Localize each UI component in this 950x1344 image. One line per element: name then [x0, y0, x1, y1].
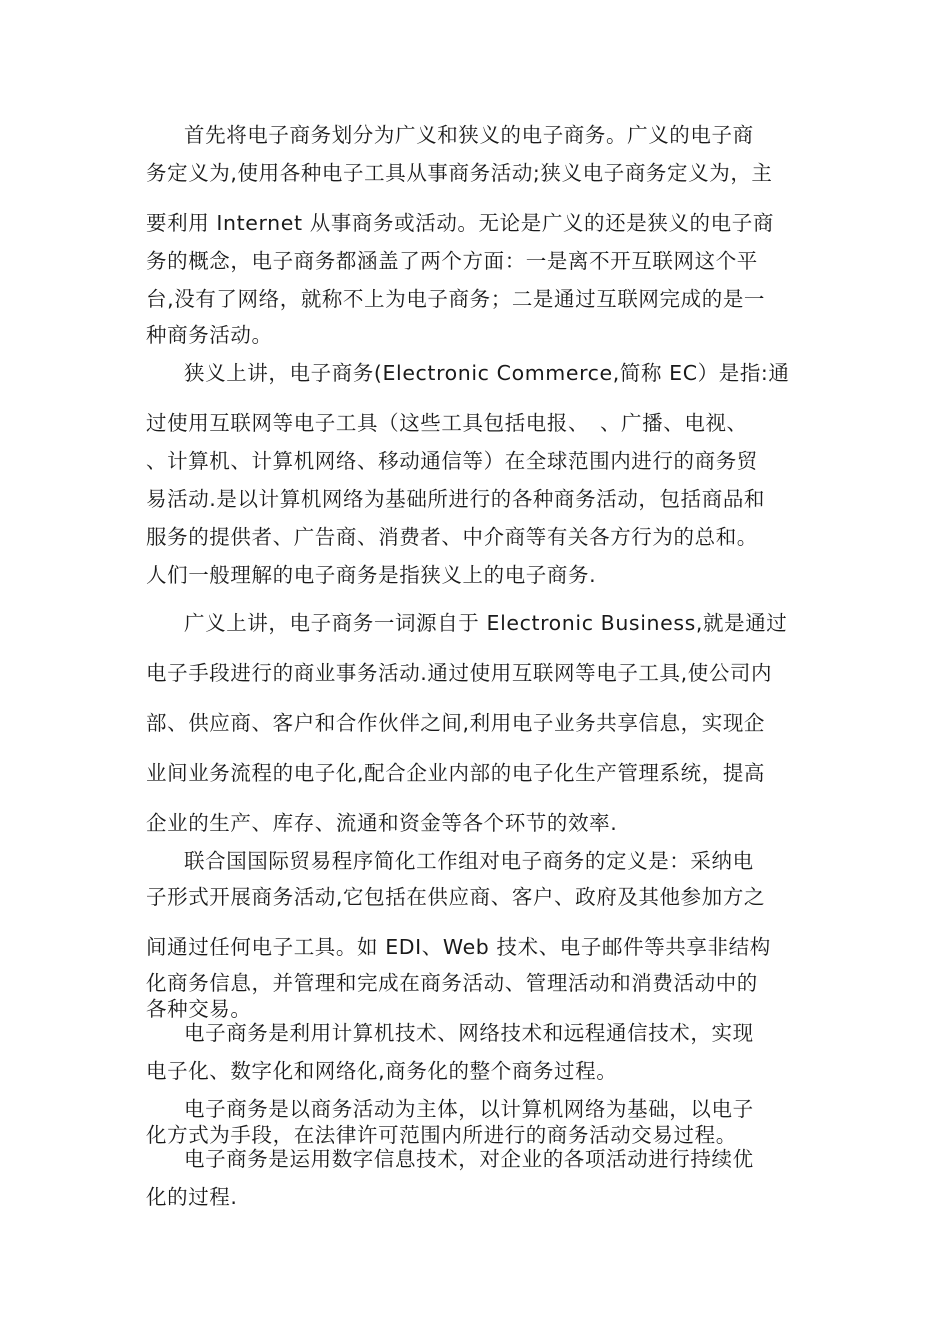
paragraph-line: 、计算机、计算机网络、移动通信等）在全球范围内进行的商务贸 — [146, 449, 758, 473]
paragraph-line: 人们一般理解的电子商务是指狭义上的电子商务. — [146, 563, 597, 587]
paragraph-line: 过使用互联网等电子工具（这些工具包括电报、 、广播、电视、 — [146, 411, 748, 435]
paragraph-line: 易活动.是以计算机网络为基础所进行的各种商务活动，包括商品和 — [146, 487, 766, 511]
paragraph-line: 子形式开展商务活动,它包括在供应商、客户、政府及其他参加方之 — [146, 885, 766, 909]
paragraph-line: 部、供应商、客户和合作伙伴之间,利用电子业务共享信息，实现企 — [146, 711, 766, 735]
paragraph-line: 务定义为,使用各种电子工具从事商务活动;狭义电子商务定义为，主 — [146, 161, 773, 185]
paragraph-line: 电子商务是以商务活动为主体，以计算机网络为基础，以电子 — [184, 1097, 754, 1121]
paragraph-line: 业间业务流程的电子化,配合企业内部的电子化生产管理系统，提高 — [146, 761, 766, 785]
paragraph-line: 服务的提供者、广告商、消费者、中介商等有关各方行为的总和。 — [146, 525, 758, 549]
paragraph-line: 电子商务是运用数字信息技术，对企业的各项活动进行持续优 — [184, 1147, 754, 1171]
paragraph-line: 化的过程. — [146, 1185, 238, 1209]
paragraph-line: 台,没有了网络，就称不上为电子商务；二是通过互联网完成的是一 — [146, 287, 766, 311]
paragraph-line: 化方式为手段，在法律许可范围内所进行的商务活动交易过程。 — [146, 1123, 737, 1147]
paragraph-line: 电子手段进行的商业事务活动.通过使用互联网等电子工具,使公司内 — [146, 661, 773, 685]
paragraph-line: 联合国国际贸易程序简化工作组对电子商务的定义是：采纳电 — [184, 849, 754, 873]
paragraph-line: 广义上讲，电子商务一词源自于 Electronic Business,就是通过 — [184, 611, 788, 635]
paragraph-line: 要利用 Internet 从事商务或活动。无论是广义的还是狭义的电子商 — [146, 211, 774, 235]
paragraph-line: 间通过任何电子工具。如 EDI、Web 技术、电子邮件等共享非结构 — [146, 935, 771, 959]
paragraph-line: 电子商务是利用计算机技术、网络技术和远程通信技术，实现 — [184, 1021, 754, 1045]
paragraph-line: 化商务信息，并管理和完成在商务活动、管理活动和消费活动中的 — [146, 971, 758, 995]
paragraph-line: 企业的生产、库存、流通和资金等各个环节的效率. — [146, 811, 618, 835]
paragraph-line: 各种交易。 — [146, 997, 252, 1021]
paragraph-line: 首先将电子商务划分为广义和狭义的电子商务。广义的电子商 — [184, 123, 754, 147]
paragraph-line: 电子化、数字化和网络化,商务化的整个商务过程。 — [146, 1059, 618, 1083]
paragraph-line: 务的概念，电子商务都涵盖了两个方面：一是离不开互联网这个平 — [146, 249, 758, 273]
paragraph-line: 种商务活动。 — [146, 323, 273, 347]
paragraph-line: 狭义上讲，电子商务(Electronic Commerce,简称 EC）是指:通 — [184, 361, 790, 385]
